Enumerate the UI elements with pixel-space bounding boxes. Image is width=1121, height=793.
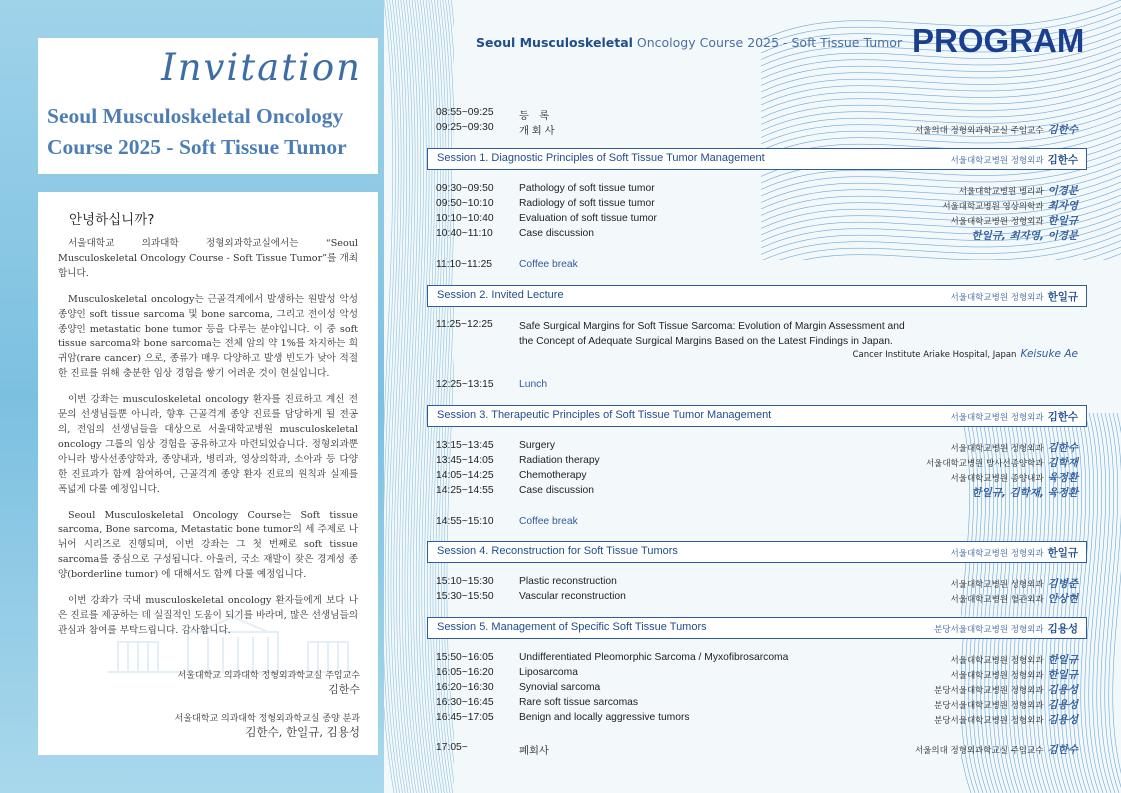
affiliation-text: 서울대학교병원 방사선종양학과 — [925, 459, 1044, 469]
schedule-row — [427, 470, 1087, 485]
item-title: Pathology of soft tissue tumor — [519, 183, 655, 194]
time: 16:20~16:30 — [436, 682, 494, 693]
letter-paragraph: 이번 강좌는 musculoskeletal oncology 환자를 진료하고 계신 전문의 선생님들뿐 아니라, 향후 근골격계 종양 진료를 담당하게 될 전공의, 전임의 선생님들을 대상으로 서울대학교병원 musculoskeletal oncology 그룹의 임상 경험을 공유하고자 마련되었습니다. 정형외과뿐 아니라 방사선종양학과, 종양내과, 병리과, 영상의학과, 소아과 등 다양한 진료과가 함께 참여하여, 근골격계 종양 환자 진료의 원칙과 실제를 폭넓게 다룰 예정입니다. — [58, 394, 358, 495]
item-title: 개 회 사 — [519, 126, 555, 137]
time: 13:15~13:45 — [436, 440, 494, 451]
invitation-heading: Invitation — [161, 46, 362, 89]
speaker: 이경분 — [1047, 185, 1078, 197]
speaker: Keisuke Ae — [1020, 348, 1078, 360]
affiliation — [951, 652, 1078, 667]
letter-paragraph: 이번 강좌가 국내 musculoskeletal oncology 환자들에게 보다 나은 진료를 제공하는 데 실질적인 도움이 되기를 바라며, 많은 선생님들의 관심과 참여를 부탁드립니다. 감사합니다. — [58, 595, 358, 636]
schedule-row-lunch — [427, 379, 1087, 394]
affiliation-text: 서울대학교병원 정형외과 — [950, 444, 1044, 454]
speaker: 김학재 — [1047, 457, 1078, 469]
affiliation — [926, 455, 1078, 470]
time: 14:25~14:55 — [436, 485, 494, 496]
affiliation-text: 분당서울대학교병원 정형외과 — [934, 716, 1044, 726]
item-title: Chemotherapy — [519, 470, 587, 481]
affiliation — [934, 697, 1078, 712]
affiliation-text: 서울대학교병원 혈관외과 — [950, 595, 1044, 605]
schedule-row — [427, 183, 1087, 198]
item-title: Vascular reconstruction — [519, 591, 626, 602]
affiliation — [915, 742, 1078, 757]
chair-name: 한일규 — [1047, 291, 1078, 303]
schedule-row — [427, 485, 1087, 500]
lecture-title-line: Safe Surgical Margins for Soft Tissue Sarcoma: Evolution of Margin Assessment and — [519, 321, 905, 332]
speaker: 육정환 — [1047, 472, 1078, 484]
time: 12:25~13:15 — [436, 379, 494, 390]
affiliation-text: 서울의대 정형외과학교실 주임교수 — [914, 746, 1044, 756]
greeting: 안녕하십니까? — [69, 212, 155, 228]
speaker: 김용성 — [1047, 699, 1078, 711]
session-title: Session 2. Invited Lecture — [437, 289, 564, 301]
item-title: Lunch — [519, 379, 548, 390]
time: 09:50~10:10 — [436, 198, 494, 209]
session-header-3 — [427, 405, 1087, 427]
time: 15:30~15:50 — [436, 591, 494, 602]
chair-name: 김용성 — [1047, 623, 1078, 635]
schedule-row — [427, 591, 1087, 606]
decorative-line — [384, 0, 394, 793]
session-chair — [951, 409, 1078, 424]
item-title: Coffee break — [519, 259, 578, 270]
session-title: Session 5. Management of Specific Soft Tissue Tumors — [437, 621, 707, 633]
affiliation — [951, 591, 1078, 606]
speaker: 최자영 — [1047, 200, 1078, 212]
signature-affiliation: 서울대학교 의과대학 정형외과학교실 종양 분과 — [174, 714, 360, 724]
time: 14:05~14:25 — [436, 470, 494, 481]
schedule-row-break — [427, 259, 1087, 274]
time: 17:05~ — [436, 742, 468, 753]
speaker: 김용성 — [1047, 714, 1078, 726]
affiliation — [951, 213, 1078, 228]
session-header-1 — [427, 148, 1087, 170]
course-title-bold: Seoul Musculoskeletal — [476, 35, 633, 50]
letter-card — [38, 192, 378, 755]
time: 11:10~11:25 — [436, 259, 493, 270]
item-title: Evaluation of soft tissue tumor — [519, 213, 657, 224]
session-chair — [934, 621, 1078, 636]
decorative-line — [1105, 413, 1119, 793]
schedule-row — [427, 213, 1087, 228]
session-title: Session 3. Therapeutic Principles of Soft Tissue Tumor Management — [437, 409, 772, 421]
affiliation-text: 분당서울대학교병원 정형외과 — [934, 701, 1044, 711]
speaker: 김병준 — [1047, 578, 1078, 590]
item-title: Benign and locally aggressive tumors — [519, 712, 690, 723]
chair-affiliation: 서울대학교병원 정형외과 — [950, 293, 1044, 303]
item-title: Coffee break — [519, 516, 578, 527]
time: 08:55~09:25 — [436, 107, 494, 118]
time: 16:30~16:45 — [436, 697, 494, 708]
letter-paragraph: Seoul Musculoskeletal Oncology Course는 Soft tissue sarcoma, Bone sarcoma, Metastatic bone tumor의 세 주제로 나뉘어 시리즈로 진행되며, 이번 강좌는 그 첫 번째로 soft tissue sarcoma를 중심으로 구성됩니다. 아울러, 국소 재발이 잦은 경계성 종양(borderline tumor) 에 대해서도 함께 다룰 예정입니다. — [58, 509, 358, 581]
chair-name: 김한수 — [1047, 154, 1078, 166]
decorative-line — [1089, 413, 1103, 793]
item-title: Radiology of soft tissue tumor — [519, 198, 655, 209]
discussion-panel: 한일규, 김학재, 육정환 — [971, 487, 1078, 499]
item-title: Case discussion — [519, 228, 594, 239]
session-header-2 — [427, 285, 1087, 307]
affiliation-text: 서울대학교병원 영상의학과 — [942, 202, 1044, 212]
decorative-line — [1093, 413, 1107, 793]
lecture-title — [519, 319, 905, 349]
affiliation — [942, 198, 1078, 213]
speaker: 김한수 — [1047, 442, 1078, 454]
schedule-row — [427, 667, 1087, 682]
schedule-row — [427, 198, 1087, 213]
program-heading: PROGRAM — [912, 22, 1085, 59]
affiliation — [934, 712, 1078, 727]
time: 14:55~15:10 — [436, 516, 494, 527]
item-title: Case discussion — [519, 485, 594, 496]
time: 11:25~12:25 — [436, 319, 493, 330]
item-title: Synovial sarcoma — [519, 682, 601, 693]
signature-chair — [178, 670, 360, 696]
affiliation — [959, 183, 1078, 198]
lecture-speaker — [853, 348, 1078, 360]
affiliation — [951, 470, 1078, 485]
affiliation — [951, 667, 1078, 682]
schedule-row — [427, 122, 1087, 137]
item-title: Plastic reconstruction — [519, 576, 617, 587]
chair-affiliation: 분당서울대학교병원 정형외과 — [934, 625, 1044, 635]
chair-affiliation: 서울대학교병원 정형외과 — [950, 549, 1044, 559]
time: 16:45~17:05 — [436, 712, 494, 723]
course-title: Seoul Musculoskeletal Oncology Course 2025 - Soft Tissue Tumor — [47, 104, 347, 159]
time: 10:40~11:10 — [436, 228, 493, 239]
item-title: Surgery — [519, 440, 556, 451]
time: 15:10~15:30 — [436, 576, 494, 587]
affiliation-text: 분당서울대학교병원 정형외과 — [934, 686, 1044, 696]
session-chair — [951, 545, 1078, 560]
session-chair — [951, 289, 1078, 304]
title-card — [38, 38, 378, 174]
schedule-row-closing — [427, 742, 1087, 757]
time: 16:05~16:20 — [436, 667, 494, 678]
item-title: Liposarcoma — [519, 667, 578, 678]
affiliation — [951, 576, 1078, 591]
decorative-line — [1097, 413, 1111, 793]
session-title: Session 1. Diagnostic Principles of Soft Tissue Tumor Management — [437, 152, 765, 164]
affiliation-text: 서울의대 정형외과학교실 주임교수 — [914, 126, 1044, 136]
affiliation — [971, 228, 1078, 243]
speaker: 한일규 — [1047, 669, 1078, 681]
schedule-row — [427, 440, 1087, 455]
affiliation — [915, 122, 1078, 137]
schedule-row — [427, 697, 1087, 712]
time: 13:45~14:05 — [436, 455, 494, 466]
schedule-row-break — [427, 516, 1087, 531]
time: 09:25~09:30 — [436, 122, 494, 133]
schedule-row — [427, 712, 1087, 727]
item-title: Radiation therapy — [519, 455, 600, 466]
course-title-rest: Oncology Course 2025 - Soft Tissue Tumor — [632, 35, 903, 50]
program-schedule — [427, 0, 1087, 793]
affiliation-text: 서울대학교병원 종양내과 — [950, 474, 1044, 484]
decorative-line — [1101, 413, 1115, 793]
affiliation-text: 서울대학교병원 정형외과 — [950, 671, 1044, 681]
time: 10:10~10:40 — [436, 213, 494, 224]
chair-name: 한일규 — [1047, 547, 1078, 559]
item-title: 폐회사 — [519, 746, 549, 757]
schedule-row — [427, 107, 1087, 122]
session-header-4 — [427, 541, 1087, 563]
signature-division — [175, 713, 360, 739]
signature-affiliation: 서울대학교 의과대학 정형외과학교실 주임교수 — [177, 671, 360, 681]
affiliation-text: 서울대학교병원 정형외과 — [950, 217, 1044, 227]
schedule-row — [427, 652, 1087, 667]
schedule-row — [427, 228, 1087, 243]
affiliation-text: 서울대학교병원 정형외과 — [950, 656, 1044, 666]
schedule-row — [427, 682, 1087, 697]
speaker: 김한수 — [1047, 744, 1078, 756]
affiliation-text: 서울대학교병원 병리과 — [958, 187, 1044, 197]
speaker: 안상현 — [1047, 593, 1078, 605]
session-header-5 — [427, 617, 1087, 639]
affiliation — [971, 485, 1078, 500]
affiliation — [951, 440, 1078, 455]
session-title: Session 4. Reconstruction for Soft Tissue Tumors — [437, 545, 678, 557]
affiliation-text: Cancer Institute Ariake Hospital, Japan — [852, 350, 1017, 360]
schedule-row — [427, 455, 1087, 470]
speaker: 한일규 — [1047, 654, 1078, 666]
session-chair — [951, 152, 1078, 167]
speaker: 김용성 — [1047, 684, 1078, 696]
speaker: 김한수 — [1047, 124, 1078, 136]
chair-name: 김한수 — [1047, 411, 1078, 423]
item-title: Undifferentiated Pleomorphic Sarcoma / Myxofibrosarcoma — [519, 652, 789, 663]
signature-names: 김한수, 한일규, 김용성 — [245, 725, 360, 739]
time: 15:50~16:05 — [436, 652, 494, 663]
letter-body — [58, 237, 358, 650]
item-title: Rare soft tissue sarcomas — [519, 697, 639, 708]
signature-name: 김한수 — [328, 683, 360, 696]
time: 09:30~09:50 — [436, 183, 494, 194]
chair-affiliation: 서울대학교병원 정형외과 — [950, 156, 1044, 166]
item-title: 등 록 — [519, 111, 550, 122]
letter-paragraph: 서울대학교 의과대학 정형외과학교실에서는 “Seoul Musculoskeletal Oncology Course - Soft Tissue Tumor”를 개최합니다. — [58, 238, 358, 279]
letter-paragraph: Musculoskeletal oncology는 근골격계에서 발생하는 원발성 악성 종양인 soft tissue sarcoma 및 bone sarcoma, 그리고 전이성 악성 종양인 metastatic bone tumor 등을 다루는 분야입니다. 이 중 soft tissue sarcoma와 bone sarcoma는 전체 암의 약 1%를 차지하는 희귀암(rare cancer) 으로, 종류가 매우 다양하고 발생 빈도가 낮아 적절한 진료를 위해 충분한 임상 경험을 쌓기 어려운 것이 현실입니다. — [58, 293, 358, 380]
discussion-panel: 한일규, 최자영, 이경분 — [971, 230, 1078, 242]
affiliation — [934, 682, 1078, 697]
lecture-title-line: the Concept of Adequate Surgical Margins Based on the Latest Findings in Japan. — [519, 336, 893, 347]
schedule-row — [427, 576, 1087, 591]
chair-affiliation: 서울대학교병원 정형외과 — [950, 413, 1044, 423]
speaker: 한일규 — [1047, 215, 1078, 227]
affiliation-text: 서울대학교병원 성형외과 — [950, 580, 1044, 590]
